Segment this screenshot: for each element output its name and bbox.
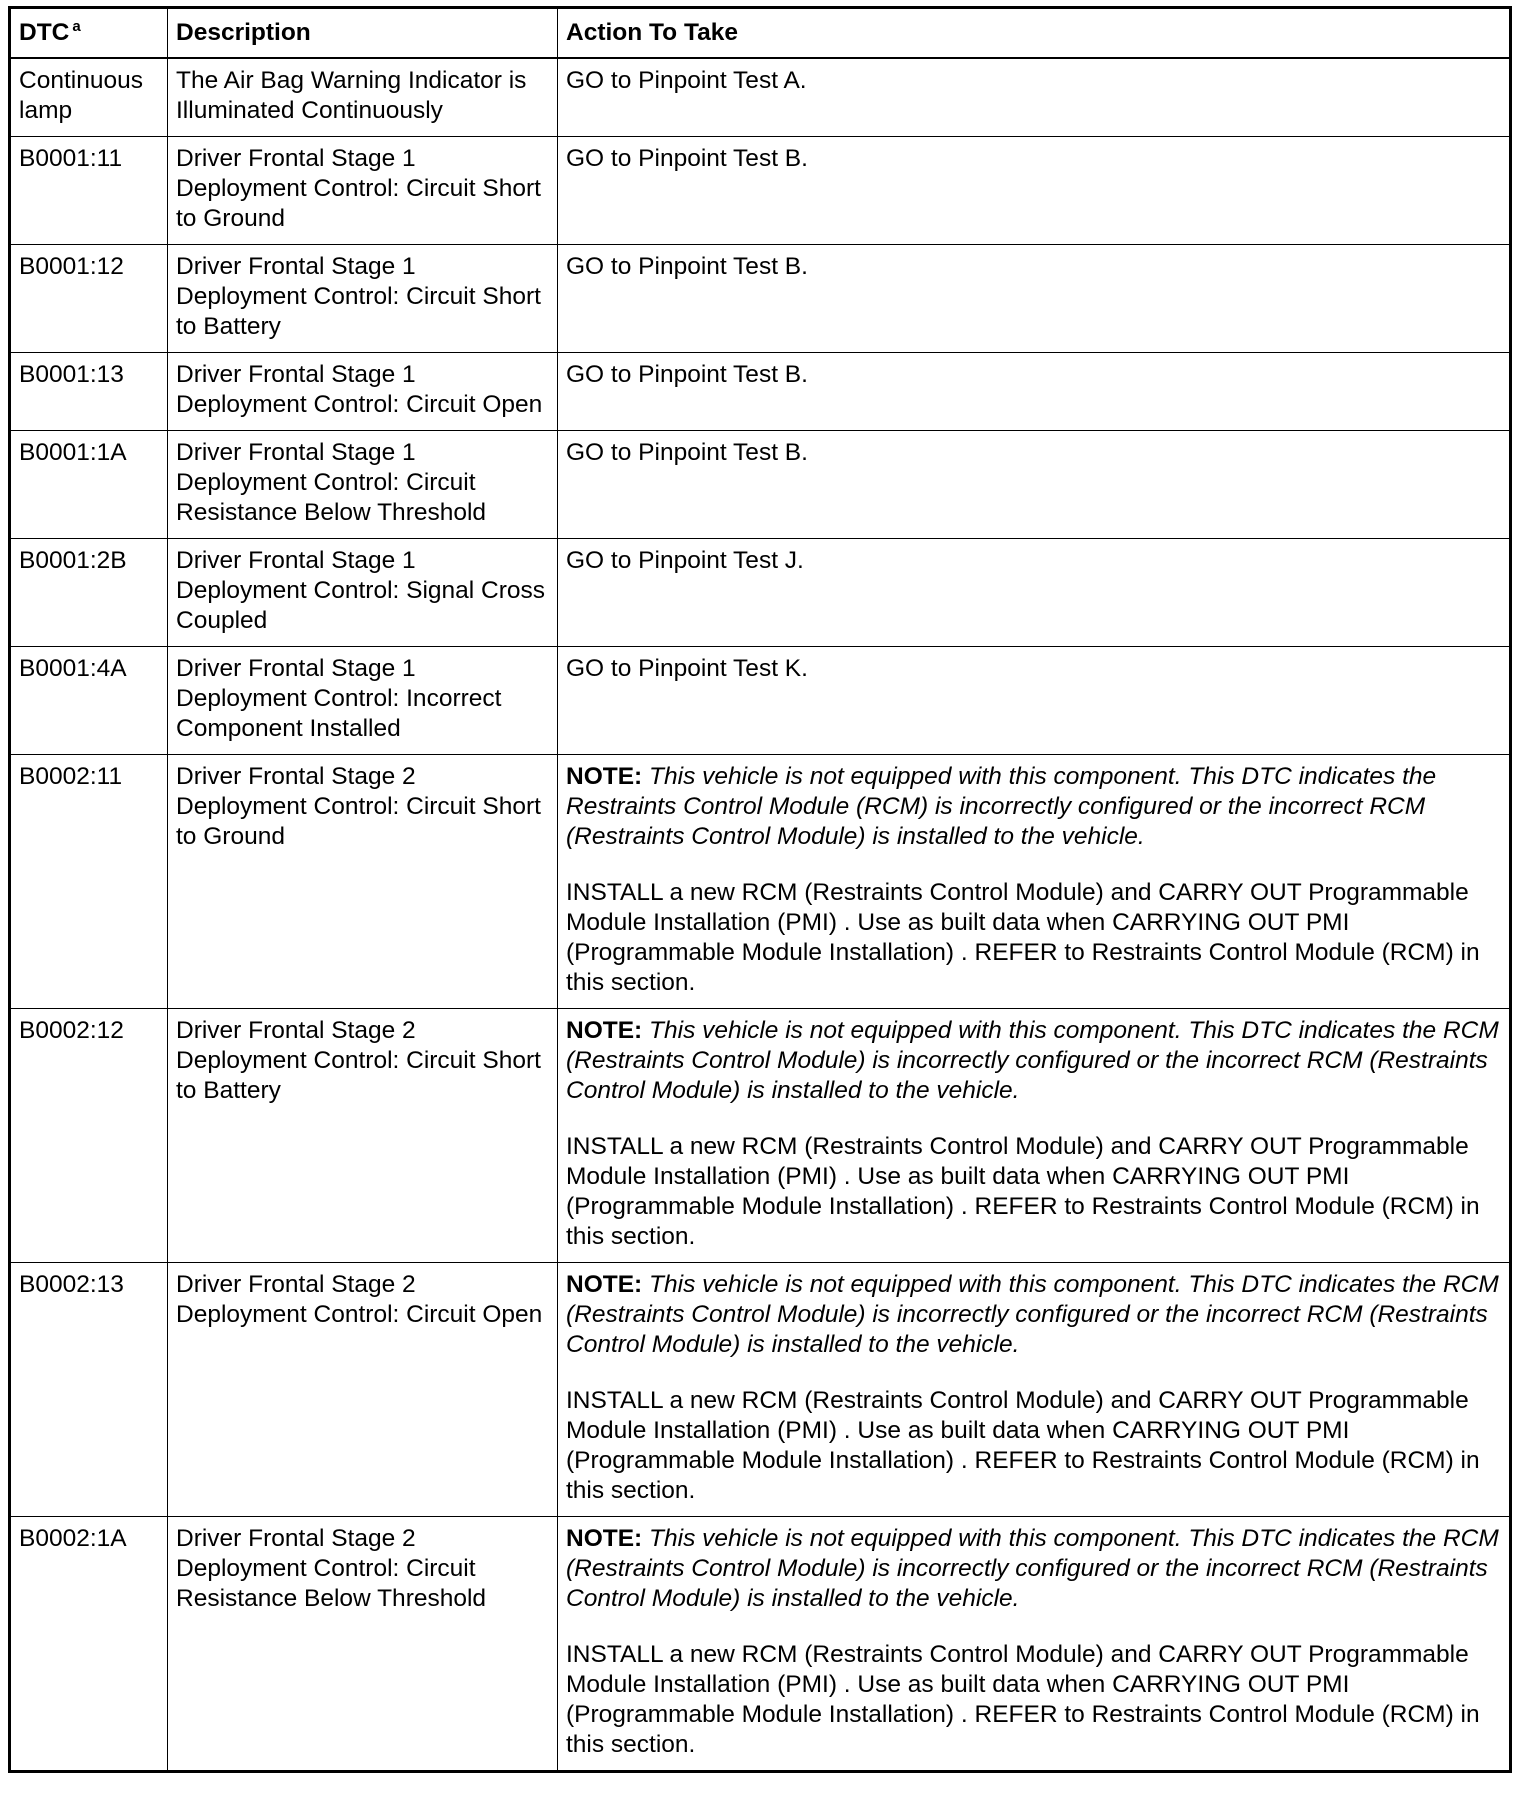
note-paragraph (566, 762, 1501, 852)
dtc-code-cell: Continuous lamp (10, 58, 168, 137)
header-action: Action To Take (558, 8, 1511, 59)
dtc-code-cell: B0001:4A (10, 647, 168, 755)
dtc-code-cell: B0001:2B (10, 539, 168, 647)
table-row (10, 353, 1511, 431)
dtc-code-cell: B0002:12 (10, 1009, 168, 1263)
note-paragraph (566, 1524, 1501, 1614)
action-cell: GO to Pinpoint Test B. (558, 137, 1511, 245)
description-cell: Driver Frontal Stage 1 Deployment Control: Signal Cross Coupled (168, 539, 558, 647)
dtc-table (8, 6, 1512, 1773)
description-cell: Driver Frontal Stage 1 Deployment Control: Circuit Short to Ground (168, 137, 558, 245)
dtc-code-cell: B0002:11 (10, 755, 168, 1009)
action-cell (558, 1263, 1511, 1517)
table-row (10, 647, 1511, 755)
table-row (10, 1517, 1511, 1772)
action-cell: GO to Pinpoint Test A. (558, 58, 1511, 137)
dtc-code-cell: B0001:11 (10, 137, 168, 245)
header-row (10, 8, 1511, 59)
action-cell (558, 1517, 1511, 1772)
description-cell: Driver Frontal Stage 2 Deployment Control: Circuit Open (168, 1263, 558, 1517)
note-label: NOTE: (566, 1017, 643, 1044)
action-instruction: INSTALL a new RCM (Restraints Control Module) and CARRY OUT Programmable Module Installation (PMI) . Use as built data when CARRYING OUT PMI (Programmable Module Installation) . REFER to Restraints Control Module (RCM) in this section. (566, 1387, 1480, 1504)
header-description: Description (168, 8, 558, 59)
action-cell (558, 755, 1511, 1009)
action-cell (558, 1009, 1511, 1263)
table-row (10, 58, 1511, 137)
header-dtc (10, 8, 168, 59)
dtc-code-cell: B0002:13 (10, 1263, 168, 1517)
table-row (10, 1263, 1511, 1517)
note-label: NOTE: (566, 1271, 643, 1298)
action-cell: GO to Pinpoint Test B. (558, 431, 1511, 539)
header-dtc-label: DTC (19, 19, 70, 46)
description-cell: Driver Frontal Stage 2 Deployment Control: Circuit Resistance Below Threshold (168, 1517, 558, 1772)
action-cell: GO to Pinpoint Test J. (558, 539, 1511, 647)
description-cell: The Air Bag Warning Indicator is Illuminated Continuously (168, 58, 558, 137)
table-row (10, 137, 1511, 245)
table-row (10, 1009, 1511, 1263)
description-cell: Driver Frontal Stage 1 Deployment Control: Circuit Resistance Below Threshold (168, 431, 558, 539)
table-row (10, 755, 1511, 1009)
table-row (10, 539, 1511, 647)
note-label: NOTE: (566, 1525, 643, 1552)
note-paragraph (566, 1270, 1501, 1360)
description-cell: Driver Frontal Stage 2 Deployment Control: Circuit Short to Battery (168, 1009, 558, 1263)
action-cell: GO to Pinpoint Test B. (558, 245, 1511, 353)
footnote-marker: a (72, 17, 81, 35)
note-label: NOTE: (566, 763, 643, 790)
dtc-code-cell: B0001:12 (10, 245, 168, 353)
action-instruction: INSTALL a new RCM (Restraints Control Module) and CARRY OUT Programmable Module Installation (PMI) . Use as built data when CARRYING OUT PMI (Programmable Module Installation) . REFER to Restraints Control Module (RCM) in this section. (566, 879, 1480, 996)
dtc-code-cell: B0001:13 (10, 353, 168, 431)
note-text: This vehicle is not equipped with this component. This DTC indicates the RCM (Restraints Control Module) is incorrectly configured or the incorrect RCM (Restraints Control Module) is installed to the vehicle. (566, 1271, 1499, 1358)
action-instruction: INSTALL a new RCM (Restraints Control Module) and CARRY OUT Programmable Module Installation (PMI) . Use as built data when CARRYING OUT PMI (Programmable Module Installation) . REFER to Restraints Control Module (RCM) in this section. (566, 1641, 1480, 1758)
dtc-code-cell: B0002:1A (10, 1517, 168, 1772)
table-row (10, 431, 1511, 539)
description-cell: Driver Frontal Stage 1 Deployment Control: Incorrect Component Installed (168, 647, 558, 755)
description-cell: Driver Frontal Stage 1 Deployment Control: Circuit Open (168, 353, 558, 431)
note-text: This vehicle is not equipped with this component. This DTC indicates the RCM (Restraints Control Module) is incorrectly configured or the incorrect RCM (Restraints Control Module) is installed to the vehicle. (566, 1525, 1499, 1612)
action-cell: GO to Pinpoint Test K. (558, 647, 1511, 755)
action-instruction: INSTALL a new RCM (Restraints Control Module) and CARRY OUT Programmable Module Installation (PMI) . Use as built data when CARRYING OUT PMI (Programmable Module Installation) . REFER to Restraints Control Module (RCM) in this section. (566, 1133, 1480, 1250)
note-paragraph (566, 1016, 1501, 1106)
description-cell: Driver Frontal Stage 1 Deployment Control: Circuit Short to Battery (168, 245, 558, 353)
table-row (10, 245, 1511, 353)
note-text: This vehicle is not equipped with this component. This DTC indicates the Restraints Control Module (RCM) is incorrectly configured or the incorrect RCM (Restraints Control Module) is installed to the vehicle. (566, 763, 1437, 850)
note-text: This vehicle is not equipped with this component. This DTC indicates the RCM (Restraints Control Module) is incorrectly configured or the incorrect RCM (Restraints Control Module) is installed to the vehicle. (566, 1017, 1499, 1104)
action-cell: GO to Pinpoint Test B. (558, 353, 1511, 431)
dtc-code-cell: B0001:1A (10, 431, 168, 539)
description-cell: Driver Frontal Stage 2 Deployment Control: Circuit Short to Ground (168, 755, 558, 1009)
